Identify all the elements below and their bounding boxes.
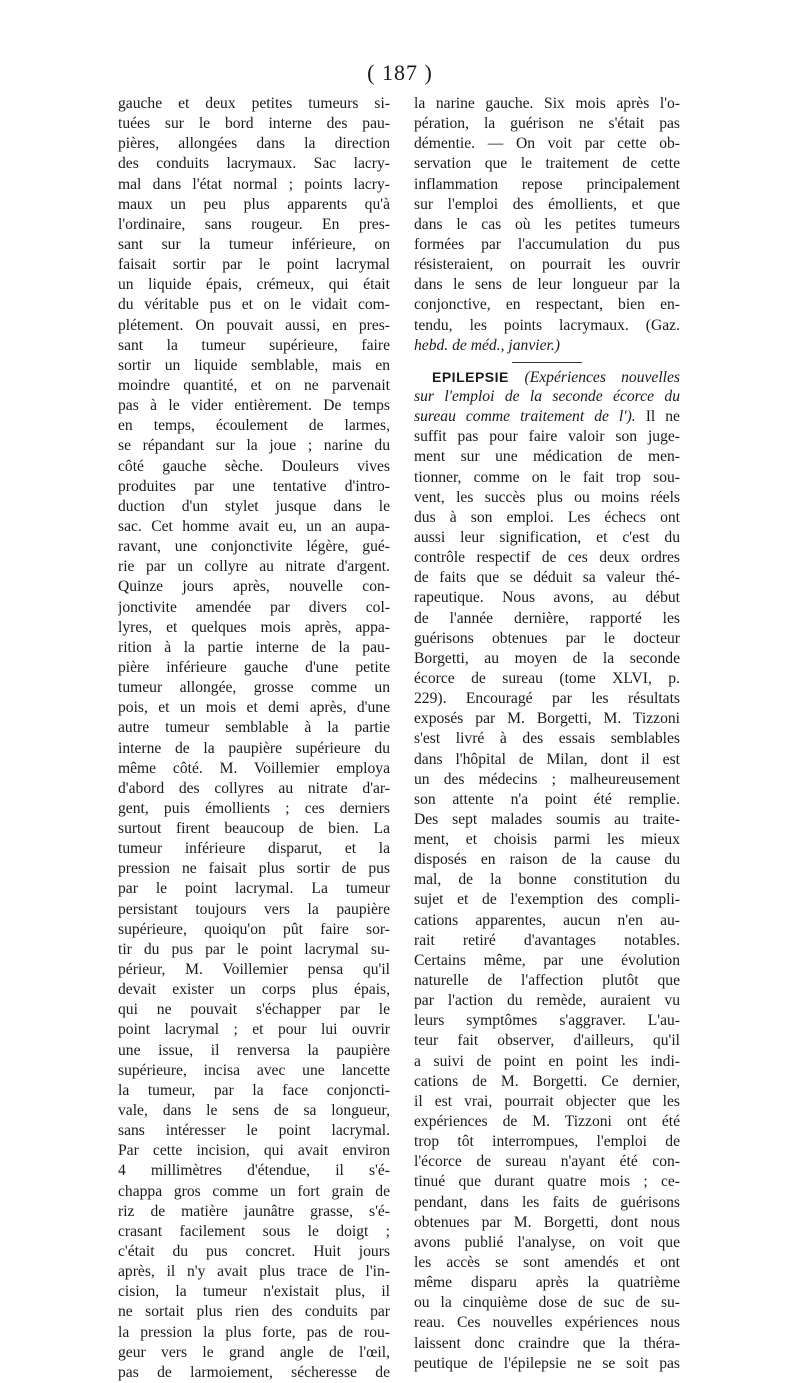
text-line: sujet et de l'exemption des compli-: [414, 891, 680, 909]
text-line: rition à la partie interne de la pau-: [118, 638, 390, 656]
section-divider: [512, 362, 582, 363]
text-line: rie par un collyre au nitrate d'argent.: [118, 558, 390, 576]
text-line: rait retiré d'avantages notables.: [414, 931, 680, 949]
text-line: guérisons obtenues par le docteur: [414, 629, 680, 647]
text-line: rapeutique. Nous avons, au début: [414, 589, 680, 607]
text-line: supérieure, quoiqu'on pût faire sor-: [118, 920, 390, 938]
citation-text: hebd. de méd., janvier.): [414, 336, 560, 354]
text-line: cations apparentes, aucun n'en au-: [414, 911, 680, 929]
text-line: trop tôt interrompues, l'emploi de: [414, 1133, 680, 1151]
text-line: leurs symptômes s'aggraver. L'au-: [414, 1012, 680, 1030]
text-line: Certains même, par une évolution: [414, 951, 680, 969]
text-line: une issue, il renversa la paupière: [118, 1041, 390, 1059]
text-line: écorce de sureau (tome XLVI, p.: [414, 669, 680, 687]
text-line: pois, et un mois et demi après, d'une: [118, 699, 390, 717]
text-line: exposés par M. Borgetti, M. Tizzoni: [414, 710, 680, 728]
text-line: c'était du pus concret. Huit jours: [118, 1243, 390, 1261]
text-line: gent, puis émollients ; ces derniers: [118, 799, 390, 817]
text-line: l'ordinaire, sans rougeur. En pres-: [118, 215, 390, 233]
article-subtitle-line: [414, 407, 680, 427]
text-line: du véritable pus et on le vidait com-: [118, 296, 390, 314]
citation-line: [414, 336, 680, 356]
text-line: la pression la plus forte, pas de rou-: [118, 1323, 390, 1341]
text-line: chappa gros comme un fort grain de: [118, 1182, 390, 1200]
text-line: duction d'un stylet jusque dans le: [118, 497, 390, 515]
page-number: ( 187 ): [367, 60, 433, 85]
text-line: l'écorce de sureau n'ayant été con-: [414, 1153, 680, 1171]
text-line: pas à le vider entièrement. De temps: [118, 397, 390, 415]
text-line: pière inférieure gauche d'une petite: [118, 658, 390, 676]
text-line: gauche et deux petites tumeurs si-: [118, 95, 390, 112]
right-column: [414, 94, 680, 1374]
text-line: teur fait observer, d'ailleurs, qu'il: [414, 1032, 680, 1050]
article-subtitle: sur l'emploi de la seconde écorce du: [414, 387, 680, 405]
text-line: tendu, les points lacrymaux. (Gaz.: [414, 316, 680, 334]
text-line: supérieure, incisa avec une lancette: [118, 1061, 390, 1079]
text-line: démentie. — On voit par cette ob-: [414, 135, 680, 153]
article-body-start: Il ne: [645, 408, 680, 426]
text-line: tir du pus par le point lacrymal su-: [118, 940, 390, 958]
text-line: tumeur inférieure disparut, et la: [118, 840, 390, 858]
article-heading: EPILEPSIE: [432, 368, 525, 385]
text-line: surtout firent beaucoup de bien. La: [118, 820, 390, 838]
text-line: sac. Cet homme avait eu, un an aupa-: [118, 517, 390, 535]
text-line: reau. Ces nouvelles expériences nous: [414, 1314, 680, 1332]
article-heading-line: [414, 367, 680, 387]
text-line: aussi leur signification, et c'est du: [414, 528, 680, 546]
text-line: ment sur une médication de men-: [414, 448, 680, 466]
text-line: la narine gauche. Six mois après l'o-: [414, 95, 680, 112]
left-column: [118, 94, 390, 1383]
text-line: contrôle respectif de ces deux ordres: [414, 549, 680, 567]
text-line: Par cette incision, qui avait environ: [118, 1142, 390, 1160]
text-line: tuées sur le bord interne des pau-: [118, 115, 390, 133]
text-line: cations de M. Borgetti. Ce dernier,: [414, 1072, 680, 1090]
text-line: maux un peu plus apparents qu'à: [118, 195, 390, 213]
text-line: de faits que se déduit sa valeur thé-: [414, 569, 680, 587]
text-line: pendant, dans les faits de guérisons: [414, 1193, 680, 1211]
text-line: des conduits lacrymaux. Sac lacry-: [118, 155, 390, 173]
text-line: mal dans l'état normal ; points lacry-: [118, 175, 390, 193]
text-line: même disparu après la quatrième: [414, 1274, 680, 1292]
text-line: point lacrymal ; et pour lui ouvrir: [118, 1021, 390, 1039]
text-line: tumeur allongée, grosse comme un: [118, 679, 390, 697]
text-line: la tumeur, par la face conjoncti-: [118, 1081, 390, 1099]
text-line: obtenues par M. Borgetti, dont nous: [414, 1213, 680, 1231]
text-line: tionner, comme on le fait trop sou-: [414, 468, 680, 486]
text-line: les accès se sont amendés et ont: [414, 1254, 680, 1272]
text-line: riz de matière jaunâtre grasse, s'é-: [118, 1202, 390, 1220]
text-line: 229). Encouragé par les résultats: [414, 690, 680, 708]
text-line: devait exister un corps plus épais,: [118, 981, 390, 999]
text-line: vale, dans le sens de sa longueur,: [118, 1102, 390, 1120]
text-line: Borgetti, au moyen de la seconde: [414, 649, 680, 667]
text-line: par le point lacrymal. La tumeur: [118, 880, 390, 898]
text-line: jonctivite amendée par divers col-: [118, 598, 390, 616]
text-line: a suivi de point en point les indi-: [414, 1052, 680, 1070]
text-line: sant sur la tumeur inférieure, on: [118, 235, 390, 253]
text-line: qui ne pouvait s'échapper par le: [118, 1001, 390, 1019]
text-line: laissent donc craindre que la théra-: [414, 1334, 680, 1352]
text-line: lyres, et quelques mois après, appa-: [118, 618, 390, 636]
text-line: crasant facilement sous le doigt ;: [118, 1222, 390, 1240]
text-line: périeur, M. Voillemier pensa qu'il: [118, 961, 390, 979]
text-line: un des médecins ; malheureusement: [414, 770, 680, 788]
text-line: sans intéresser le point lacrymal.: [118, 1122, 390, 1140]
text-line: sortir un liquide semblable, mais en: [118, 356, 390, 374]
text-line: résisteraient, on pourrait les ouvrir: [414, 256, 680, 274]
text-line: naturelle de l'affection plutôt que: [414, 972, 680, 990]
text-line: vent, les succès plus ou moins réels: [414, 488, 680, 506]
text-line: un liquide épais, crémeux, qui était: [118, 276, 390, 294]
text-line: il est vrai, pourrait objecter que les: [414, 1092, 680, 1110]
text-line: sant la tumeur supérieure, faire: [118, 336, 390, 354]
text-line: côté gauche sèche. Douleurs vives: [118, 457, 390, 475]
text-line: même côté. M. Voillemier employa: [118, 759, 390, 777]
text-line: pas de larmoiement, sécheresse de: [118, 1363, 390, 1381]
text-line: geur vers le grand angle de l'œil,: [118, 1343, 390, 1361]
text-line: cision, la tumeur n'existait plus, il: [118, 1283, 390, 1301]
text-line: se répandant sur la joue ; narine du: [118, 437, 390, 455]
text-line: s'est livré à des essais semblables: [414, 730, 680, 748]
text-line: interne de la paupière supérieure du: [118, 739, 390, 757]
text-line: ou la cinquième dose de suc de su-: [414, 1294, 680, 1312]
text-line: tinué que durant quatre mois ; ce-: [414, 1173, 680, 1191]
text-line: disposés en raison de la cause du: [414, 851, 680, 869]
text-line: expériences de M. Tizzoni ont été: [414, 1113, 680, 1131]
text-line: servation que le traitement de cette: [414, 155, 680, 173]
text-line: de l'année dernière, rapporté les: [414, 609, 680, 627]
text-line: dus à son emploi. Les échecs ont: [414, 508, 680, 526]
text-line: par l'action du remède, auraient vu: [414, 992, 680, 1010]
text-line: produites par une tentative d'intro-: [118, 477, 390, 495]
text-line: faisait sortir par le point lacrymal: [118, 256, 390, 274]
text-line: dans le sens de leur longueur par la: [414, 276, 680, 294]
article-subtitle: (Expériences nouvelles: [524, 368, 680, 386]
text-line: formées par l'accumulation du pus: [414, 235, 680, 253]
text-line: en temps, écoulement de larmes,: [118, 417, 390, 435]
text-line: plétement. On pouvait aussi, en pres-: [118, 316, 390, 334]
text-line: inflammation repose principalement: [414, 175, 680, 193]
article-subtitle: sureau comme traitement de l').: [414, 408, 646, 426]
text-line: Des sept malades soumis au traite-: [414, 810, 680, 828]
text-line: dans l'hôpital de Milan, dont il est: [414, 750, 680, 768]
text-line: conjonctive, en respectant, bien en-: [414, 296, 680, 314]
text-line: ne sortait plus rien des conduits par: [118, 1303, 390, 1321]
text-line: mal, de la bonne constitution du: [414, 871, 680, 889]
text-line: persistant toujours vers la paupière: [118, 900, 390, 918]
text-line: ment, et choisis parmi les mieux: [414, 831, 680, 849]
text-line: dans le cas où les petites tumeurs: [414, 215, 680, 233]
text-line: après, il n'y avait plus trace de l'in-: [118, 1263, 390, 1281]
text-line: pression ne faisait plus sortir de pus: [118, 860, 390, 878]
text-line: d'abord des collyres au nitrate d'ar-: [118, 779, 390, 797]
text-line: Quinze jours après, nouvelle con-: [118, 578, 390, 596]
text-line: peutique de l'épilepsie ne se soit pas: [414, 1354, 680, 1372]
text-line: moindre quantité, et on ne parvenait: [118, 376, 390, 394]
article-subtitle-line: [414, 387, 680, 407]
text-line: pération, la guérison ne s'était pas: [414, 115, 680, 133]
text-line: sur l'emploi des émollients, et que: [414, 195, 680, 213]
text-line: 4 millimètres d'étendue, il s'é-: [118, 1162, 390, 1180]
text-line: son attente n'a point été remplie.: [414, 790, 680, 808]
text-line: autre tumeur semblable à la partie: [118, 719, 390, 737]
text-line: pières, allongées dans la direction: [118, 135, 390, 153]
text-line: avons publié l'analyse, on voit que: [414, 1233, 680, 1251]
text-line: ravant, une conjonctivite légère, gué-: [118, 538, 390, 556]
text-line: suffit pas pour faire valoir son juge-: [414, 428, 680, 446]
